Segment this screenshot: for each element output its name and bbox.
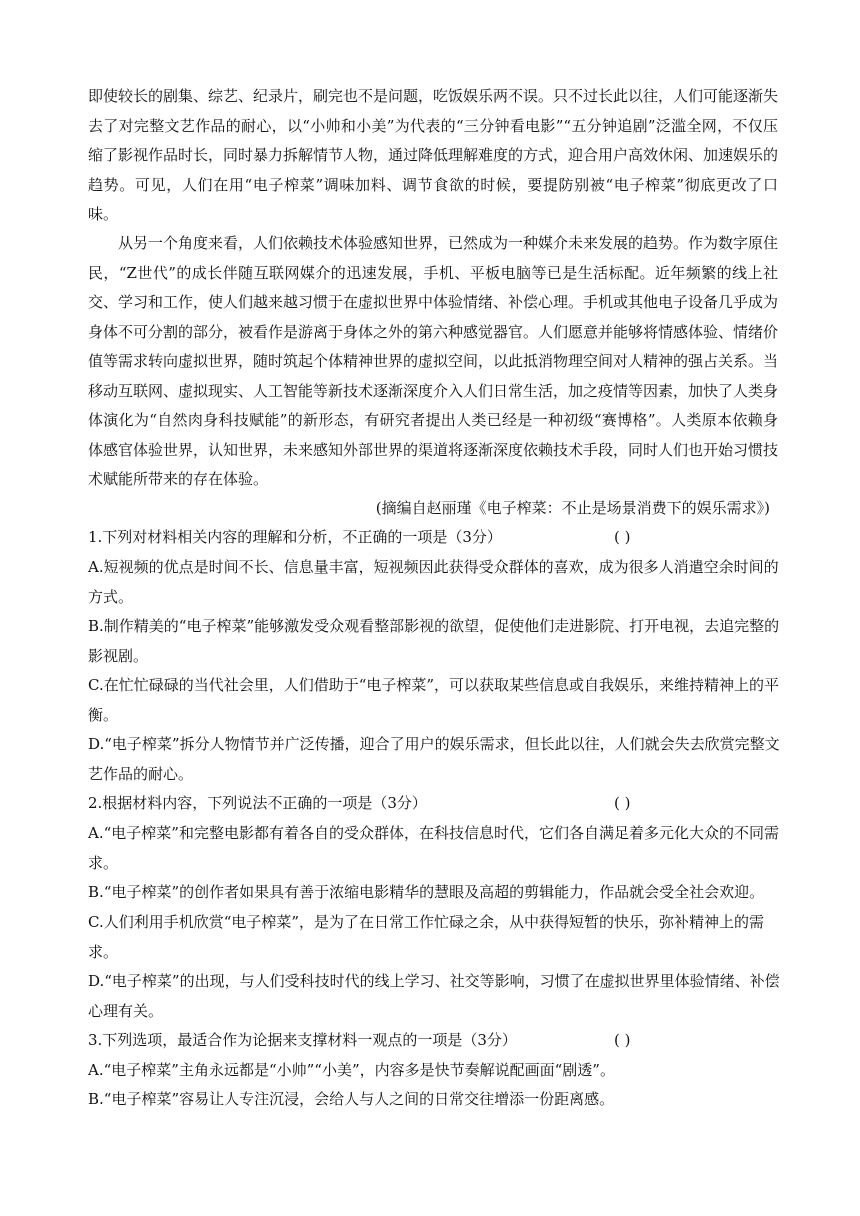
question-2-answer-bracket: ( )	[614, 794, 631, 812]
question-2-stem: 2.根据材料内容，下列说法不正确的一项是（3分）	[88, 794, 427, 812]
question-3-stem: 3.下列选项，最适合作为论据来支撑材料一观点的一项是（3分）	[88, 1031, 517, 1049]
question-3-option-b: B.“电子榨菜”容易让人专注沉浸，会给人与人之间的日常交往增添一份距离感。	[88, 1090, 615, 1108]
question-3-answer-bracket: ( )	[614, 1031, 631, 1049]
passage-source-citation: (摘编自赵丽瑾《电子榨菜：不止是场景消费下的娱乐需求》)	[375, 499, 770, 517]
question-2-option-d: D.“电子榨菜”的出现，与人们受科技时代的线上学习、社交等影响，习惯了在虚拟世界里体验情绪、补偿心理有关。	[88, 972, 780, 1020]
question-1-answer-bracket: ( )	[614, 528, 631, 546]
question-2-option-a: A.“电子榨菜”和完整电影都有着各自的受众群体，在科技信息时代，它们各自满足着多元化大众的不同需求。	[88, 824, 779, 872]
question-2-option-c: C.人们利用手机欣赏“电子榨菜”，是为了在日常工作忙碌之余，从中获得短暂的快乐，弥补精神上的需求。	[88, 913, 765, 961]
question-1-stem: 1.下列对材料相关内容的理解和分析，不正确的一项是（3分）	[88, 528, 502, 546]
passage-paragraph-1: 即使较长的剧集、综艺、纪录片，刷完也不是问题，吃饭娱乐两不误。只不过长此以往，人们可能逐渐失去了对完整文艺作品的耐心，以“小帅和小美”为代表的“三分钟看电影”“五分钟追剧”泛滥全网，不仅压缩了影视作品时长，同时暴力拆解情节人物，通过降低理解难度的方式，迎合用户高效休闲、加速娱乐的趋势。可见，人们在用“电子榨菜”调味加料、调节食欲的时候，要提防别被“电子榨菜”彻底更改了口味。	[88, 87, 779, 223]
passage-paragraph-2: 从另一个角度来看，人们依赖技术体验感知世界，已然成为一种媒介未来发展的趋势。作为数字原住民，“Z世代”的成长伴随互联网媒介的迅速发展，手机、平板电脑等已是生活标配。近年频繁的线上社交、学习和工作，使人们越来越习惯于在虚拟世界中体验情绪、补偿心理。手机或其他电子设备几乎成为身体不可分割的部分，被看作是游离于身体之外的第六种感觉器官。人们愿意并能够将情感体验、情绪价值等需求转向虚拟世界，随时筑起个体精神世界的虚拟空间，以此抵消物理空间对人精神的强占关系。当移动互联网、虚拟现实、人工智能等新技术逐渐深度介入人们日常生活，加之疫情等因素，加快了人类身体演化为“自然肉身科技赋能”的新形态，有研究者提出人类已经是一种初级“赛博格”。人类原本依赖身体感官体验世界，认知世界，未来感知外部世界的渠道将逐渐深度依赖技术手段，同时人们也开始习惯技术赋能所带来的存在体验。	[88, 234, 779, 488]
question-1-option-a: A.短视频的优点是时间不长、信息量丰富，短视频因此获得受众群体的喜欢，成为很多人消遣空余时间的方式。	[88, 558, 779, 606]
question-3-option-a: A.“电子榨菜”主角永远都是“小帅”“小美”，内容多是快节奏解说配画面“剧透”。	[88, 1061, 615, 1079]
question-2-option-b: B.“电子榨菜”的创作者如果具有善于浓缩电影精华的慧眼及高超的剪辑能力，作品就会受全社会欢迎。	[88, 883, 765, 901]
question-1-option-c: C.在忙忙碌碌的当代社会里，人们借助于“电子榨菜”，可以获取某些信息或自我娱乐，来维持精神上的平衡。	[88, 676, 780, 724]
question-1-option-d: D.“电子榨菜”拆分人物情节并广泛传播，迎合了用户的娱乐需求，但长此以往，人们就会失去欣赏完整文艺作品的耐心。	[88, 735, 780, 783]
question-1-option-b: B.制作精美的“电子榨菜”能够激发受众观看整部影视的欲望，促使他们走进影院、打开电视，去追完整的影视剧。	[88, 617, 780, 665]
